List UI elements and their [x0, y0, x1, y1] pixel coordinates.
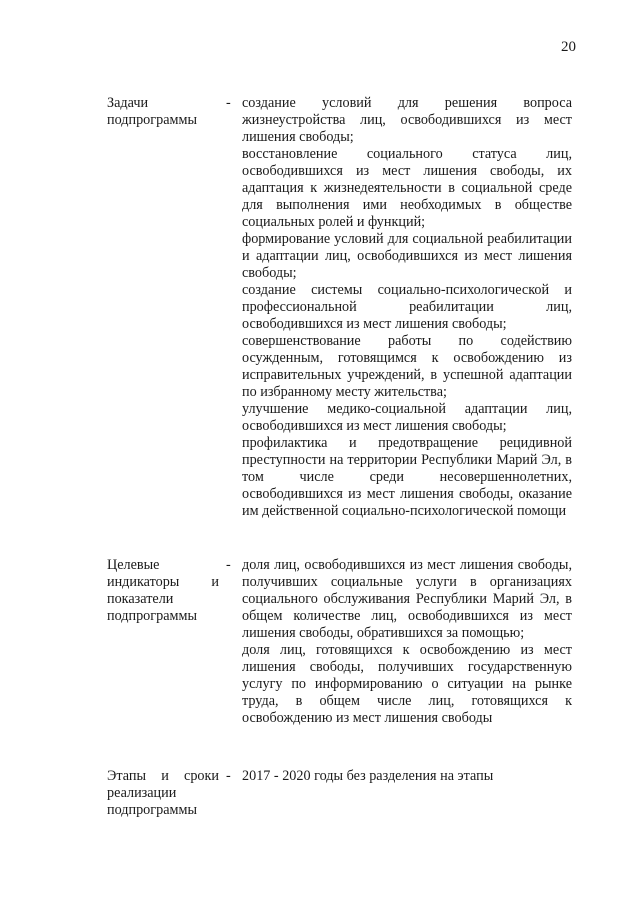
- section-content: [242, 768, 572, 785]
- section-label: [107, 768, 219, 819]
- label-line: подпрограммы: [107, 608, 197, 624]
- section-content: [242, 95, 572, 520]
- stages-item: 2017 - 2020 годы без разделения на этапы: [242, 768, 494, 784]
- label-line: показатели: [107, 591, 174, 607]
- label-line: реализации: [107, 785, 177, 801]
- section-dash: -: [226, 95, 231, 111]
- task-item: формирование условий для социальной реабилитации и адаптации лиц, освободившихся из мест лишения свободы;: [242, 231, 572, 281]
- page-number: 20: [561, 39, 576, 55]
- label-line: подпрограммы: [107, 802, 197, 818]
- task-item: совершенствование работы по содействию осужденным, готовящимся к освобождению из исправительных учреждений, в успешной адаптации по избранному месту жительства;: [242, 333, 572, 400]
- indicator-item: доля лиц, освободившихся из мест лишения свободы, получивших социальные услуги в организациях социального обслуживания Республики Марий Эл, в общем количестве лиц, освободившихся из мест лишения свободы, обратившихся за помощью;: [242, 557, 572, 641]
- section-dash: -: [226, 557, 231, 573]
- task-item: улучшение медико-социальной адаптации лиц, освободившихся из мест лишения свободы;: [242, 401, 572, 434]
- section-label: [107, 95, 219, 129]
- label-line: Задачи: [107, 95, 149, 111]
- task-item: создание условий для решения вопроса жизнеустройства лиц, освободившихся из мест лишения свободы;: [242, 95, 572, 145]
- label-line: Целевые: [107, 557, 160, 573]
- indicator-item: доля лиц, готовящихся к освобождению из мест лишения свободы, получивших государственную услугу по информированию о ситуации на рынке труда, в общем числе лиц, готовящихся к освобождению из мест лишения свободы: [242, 642, 572, 726]
- label-line: индикаторы и: [107, 574, 219, 590]
- task-item: восстановление социального статуса лиц, освободившихся из мест лишения свободы, их адаптация к жизнедеятельности в социальной среде для выполнения ими необходимых в обществе социальных ролей и функций;: [242, 146, 572, 230]
- label-line: подпрограммы: [107, 112, 197, 128]
- task-item: профилактика и предотвращение рецидивной преступности на территории Республики Марий Эл, в том числе среди несовершеннолетних, освободившихся из мест лишения свободы, оказание им действенной социально-психологической помощи: [242, 435, 572, 519]
- label-line: Этапы и сроки: [107, 768, 219, 784]
- section-content: [242, 557, 572, 727]
- task-item: создание системы социально-психологической и профессиональной реабилитации лиц, освободившихся из мест лишения свободы;: [242, 282, 572, 332]
- section-dash: -: [226, 768, 231, 784]
- section-label: [107, 557, 219, 625]
